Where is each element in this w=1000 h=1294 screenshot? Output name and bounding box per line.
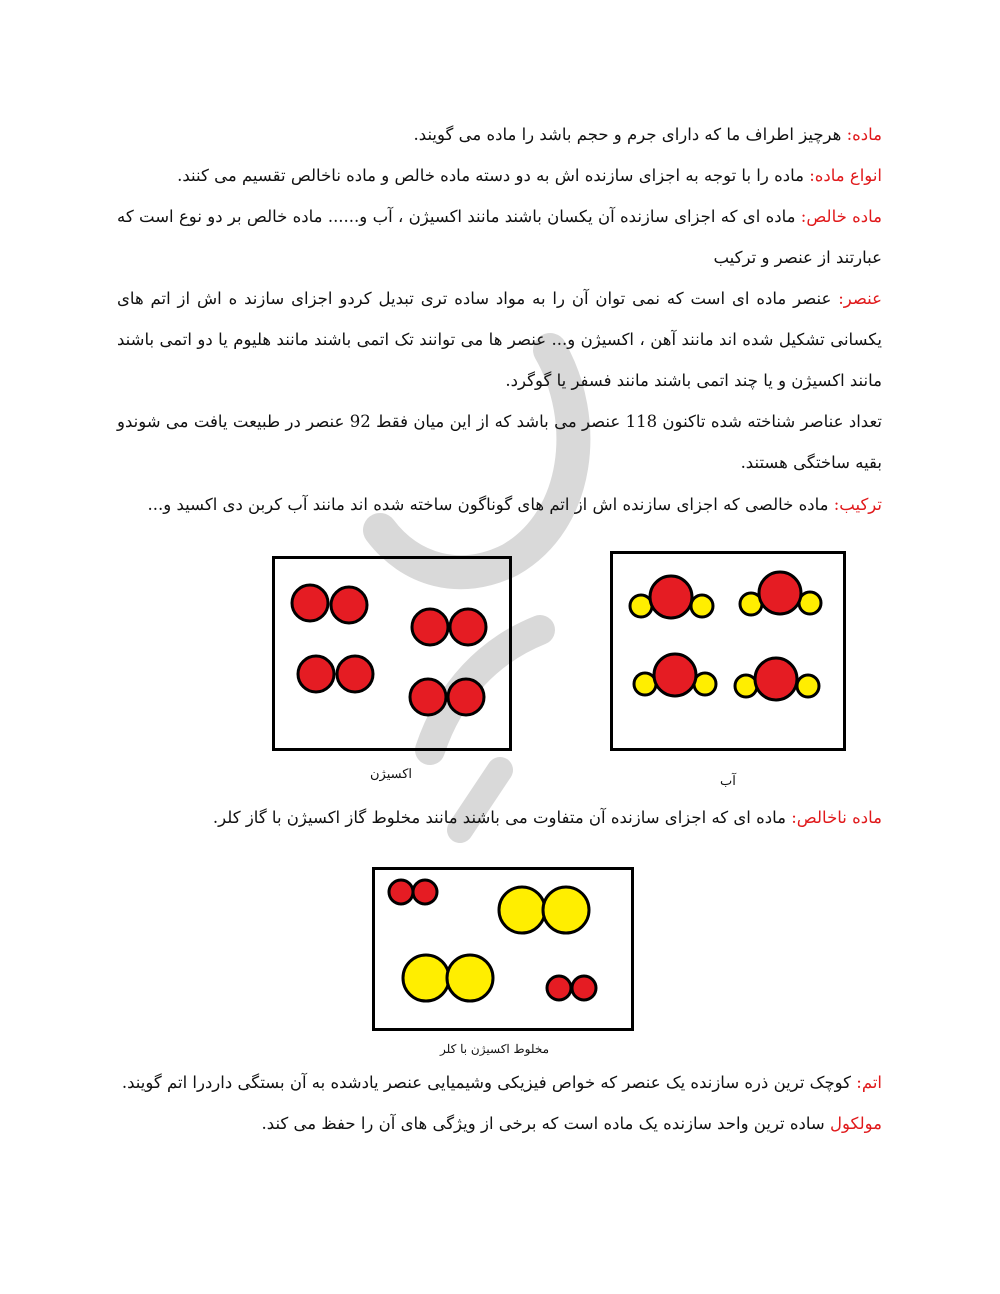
oxygen-atom bbox=[389, 880, 413, 904]
definition-types-of-matter bbox=[117, 155, 882, 196]
water-molecules-diagram bbox=[610, 551, 846, 751]
chlorine-atom bbox=[499, 887, 545, 933]
term-label: ترکیب: bbox=[833, 495, 882, 514]
term-label: مولکول bbox=[829, 1114, 882, 1133]
term-label: انواع ماده: bbox=[809, 166, 882, 185]
mixture-caption: مخلوط اکسیژن با کلر bbox=[440, 1042, 549, 1056]
oxygen-chlorine-mixture-diagram bbox=[372, 867, 634, 1031]
oxygen-caption: اکسیژن bbox=[370, 767, 413, 782]
oxygen-atom bbox=[759, 572, 801, 614]
oxygen-atom bbox=[547, 976, 571, 1000]
hydrogen-atom bbox=[691, 595, 713, 617]
chlorine-atom bbox=[403, 955, 449, 1001]
hydrogen-atom bbox=[797, 675, 819, 697]
term-label: عنصر: bbox=[838, 289, 882, 308]
definition-text: ماده ای که اجزای سازنده آن یکسان باشند مانند اکسیژن ، آب و...... ماده خالص بر دو نوع است که عبارتند از عنصر و ترکیب bbox=[117, 207, 882, 267]
term-label: اتم: bbox=[856, 1073, 882, 1092]
definition-text: کوچک ترین ذره سازنده یک عنصر که خواص فیزیکی وشیمیایی عنصر یادشده به آن بستگی داردرا اتم گویند. bbox=[121, 1073, 857, 1092]
oxygen-atom bbox=[755, 658, 797, 700]
chlorine-atom bbox=[543, 887, 589, 933]
definition-text: ساده ترین واحد سازنده یک ماده است که برخی از ویژگی های آن را حفظ می کند. bbox=[261, 1114, 830, 1133]
oxygen-atom bbox=[292, 585, 328, 621]
oxygen-atom bbox=[650, 576, 692, 618]
oxygen-atom bbox=[654, 654, 696, 696]
water-caption: آب bbox=[720, 774, 736, 789]
definition-element bbox=[117, 278, 882, 401]
definition-text: ماده خالصی که اجزای سازنده اش از اتم های گوناگون ساخته شده اند مانند آب کربن دی اکسید و... bbox=[147, 495, 834, 514]
definition-impure-substance bbox=[117, 797, 882, 838]
oxygen-atom bbox=[412, 609, 448, 645]
definition-atom bbox=[117, 1062, 882, 1103]
term-label: ماده ناخالص: bbox=[791, 808, 882, 827]
oxygen-atom bbox=[413, 880, 437, 904]
oxygen-atom bbox=[337, 656, 373, 692]
oxygen-atom bbox=[410, 679, 446, 715]
definition-text: ماده ای که اجزای سازنده آن متفاوت می باشند مانند مخلوط گاز اکسیژن با گاز کلر. bbox=[212, 808, 792, 827]
oxygen-atom bbox=[450, 609, 486, 645]
oxygen-atom bbox=[298, 656, 334, 692]
oxygen-atom bbox=[331, 587, 367, 623]
chlorine-atom bbox=[447, 955, 493, 1001]
element-count-paragraph bbox=[117, 401, 882, 483]
term-label: ماده خالص: bbox=[800, 207, 882, 226]
oxygen-atom bbox=[448, 679, 484, 715]
definition-text: تعداد عناصر شناخته شده تاکنون 118 عنصر می باشد که از این میان فقط 92 عنصر در طبیعت یافت می شوندو بقیه ساختگی هستند. bbox=[117, 412, 882, 472]
oxygen-molecules-diagram bbox=[272, 556, 512, 751]
definition-matter bbox=[117, 114, 882, 155]
definition-text: عنصر ماده ای است که نمی توان آن را به مواد ساده تری تبدیل کردو اجزای سازند ه اش از اتم های یکسانی تشکیل شده اند مانند آهن ، اکسیژن و... عنصر ها می توانند تک اتمی باشند مانند هلیوم یا دو اتمی باشند مانند اکسیژن و یا چند اتمی باشند مانند فسفر یا گوگرد. bbox=[117, 289, 882, 390]
definition-compound bbox=[117, 484, 882, 525]
definition-text: ماده را با توجه به اجزای سازنده اش به دو دسته ماده خالص و ماده ناخالص تقسیم می کنند. bbox=[177, 166, 810, 185]
term-label: ماده: bbox=[846, 125, 882, 144]
definition-molecule bbox=[117, 1103, 882, 1144]
definition-pure-substance bbox=[117, 196, 882, 278]
oxygen-atom bbox=[572, 976, 596, 1000]
definition-text: هرچیز اطراف ما که دارای جرم و حجم باشد را ماده می گویند. bbox=[413, 125, 847, 144]
